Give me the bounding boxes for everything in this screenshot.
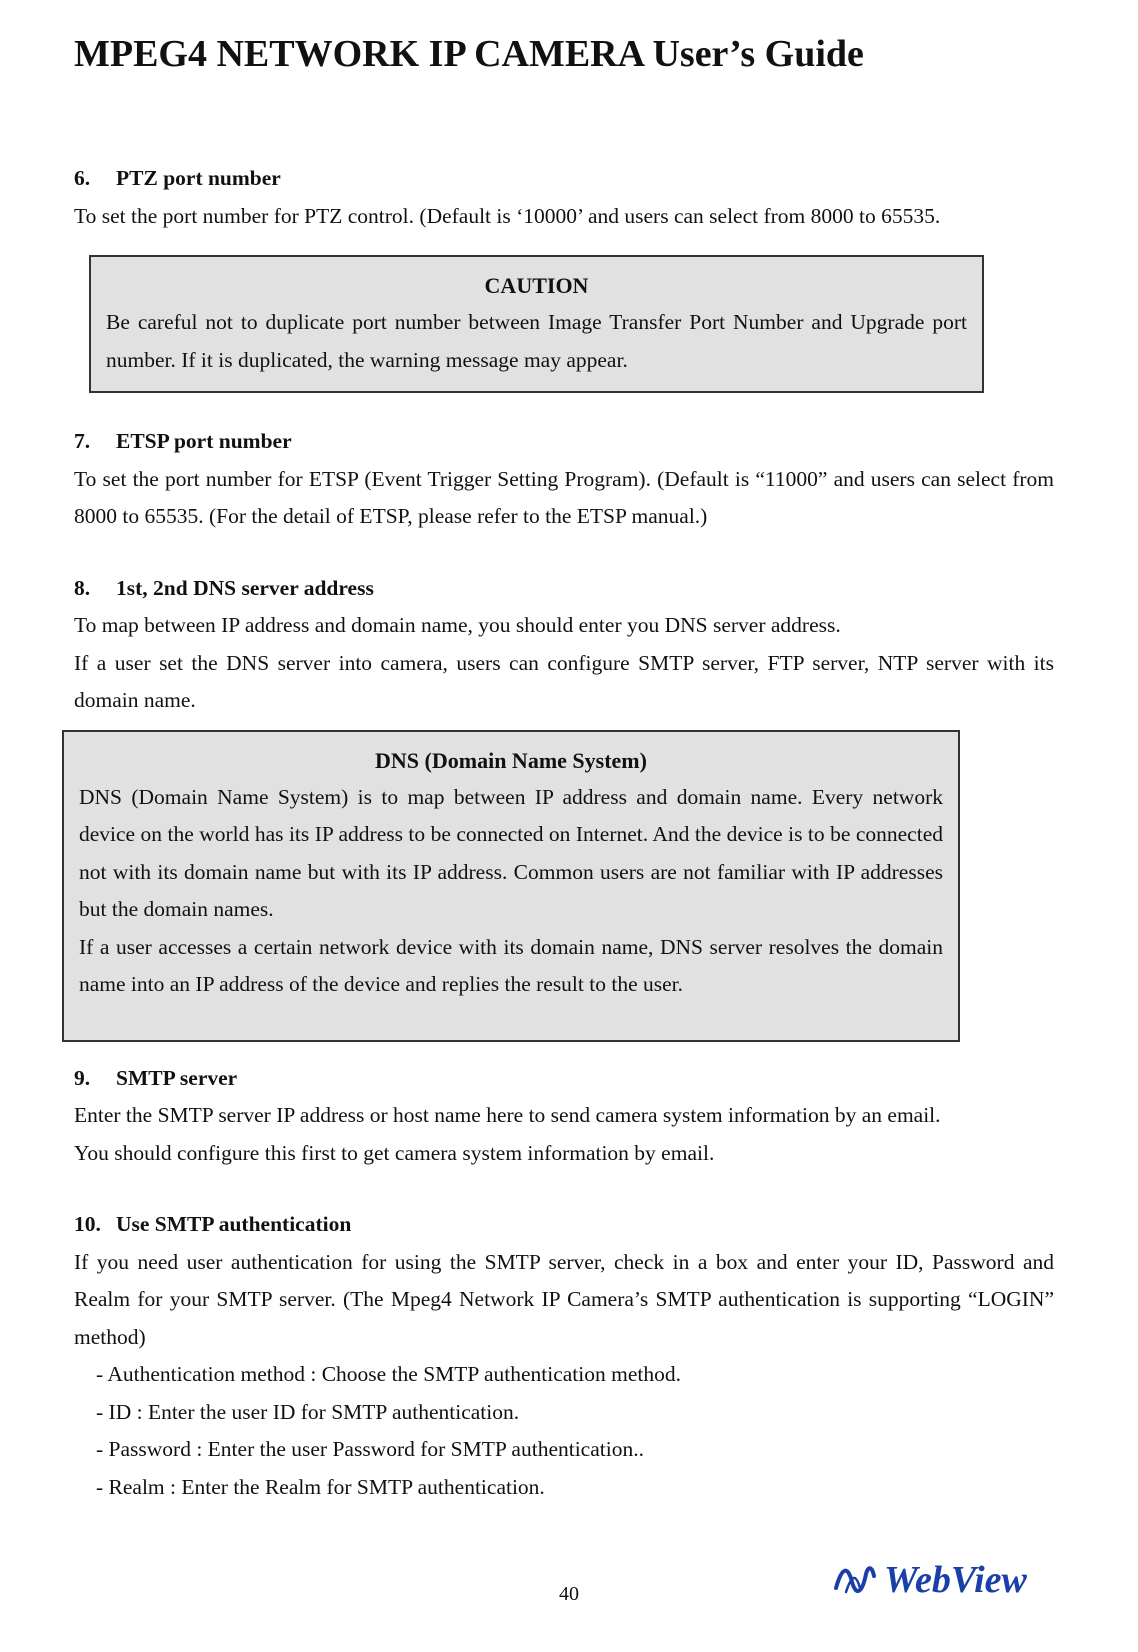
list-item: - Password : Enter the user Password for SMTP authentication.. (96, 1437, 644, 1461)
section-number: 9. (74, 1065, 91, 1090)
section-title: SMTP server (116, 1065, 238, 1090)
list-item: - Authentication method : Choose the SMTP authentication method. (96, 1362, 681, 1386)
page-header-title: MPEG4 NETWORK IP CAMERA User’s Guide (74, 33, 864, 75)
section-title: 1st, 2nd DNS server address (116, 575, 374, 600)
section-number: 8. (74, 575, 91, 600)
section-9-body-1: Enter the SMTP server IP address or host name here to send camera system information by an email. (74, 1103, 941, 1127)
dns-box-body-1: DNS (Domain Name System) is to map between IP address and domain name. Every network device on the world has its IP address to be connected on Internet. And the device is to be connected not with its domain name but with its IP address. Common users are not familiar with IP addresses but the domain names. (79, 784, 943, 921)
section-8-heading (74, 570, 1054, 608)
section-number: 10. (74, 1212, 101, 1236)
section-title: Use SMTP authentication (116, 1212, 352, 1236)
section-8-body-1: To map between IP address and domain name, you should enter you DNS server address. (74, 613, 841, 637)
section-6-heading (74, 160, 1054, 198)
caution-title: CAUTION (484, 273, 589, 298)
list-item: - Realm : Enter the Realm for SMTP authentication. (96, 1474, 545, 1499)
section-7-body: To set the port number for ETSP (Event Trigger Setting Program). (Default is “11000” and users can select from 8000 to 65535. (For the detail of ETSP, please refer to the ETSP manual.) (74, 466, 1054, 528)
section-9-heading (74, 1060, 1054, 1098)
caution-body: Be careful not to duplicate port number between Image Transfer Port Number and Upgrade port number. If it is duplicated, the warning message may appear. (106, 310, 967, 372)
list-item: - ID : Enter the user ID for SMTP authentication. (96, 1399, 520, 1424)
webview-logo (832, 1552, 1054, 1604)
section-6-body: To set the port number for PTZ control. (Default is ‘10000’ and users can select from 8000 to 65535. (74, 203, 941, 228)
logo-text: WebView (884, 1559, 1027, 1601)
section-title: ETSP port number (116, 429, 292, 453)
section-9-body-2: You should configure this first to get camera system information by email. (74, 1140, 715, 1165)
page-number: 40 (559, 1583, 579, 1605)
dns-info-box (62, 730, 960, 1042)
section-number: 7. (74, 429, 91, 453)
page-content (74, 160, 1054, 1506)
section-number: 6. (74, 166, 91, 190)
section-8-body-2: If a user set the DNS server into camera, users can configure SMTP server, FTP server, NTP server with its domain name. (74, 650, 1054, 712)
dns-box-body-2: If a user accesses a certain network device with its domain name, DNS server resolves the domain name into an IP address of the device and replies the result to the user. (79, 934, 943, 996)
logo-swoosh-icon (836, 1568, 874, 1591)
dns-box-title: DNS (Domain Name System) (375, 747, 647, 773)
caution-box (89, 255, 984, 393)
section-7-heading (74, 423, 1054, 461)
section-10-heading (74, 1206, 1054, 1244)
section-10-body: If you need user authentication for using the SMTP server, check in a box and enter your ID, Password and Realm for your SMTP server. (The Mpeg4 Network IP Camera’s SMTP authentication is supporting “LOGIN” method) (74, 1249, 1054, 1349)
section-title: PTZ port number (116, 166, 281, 190)
